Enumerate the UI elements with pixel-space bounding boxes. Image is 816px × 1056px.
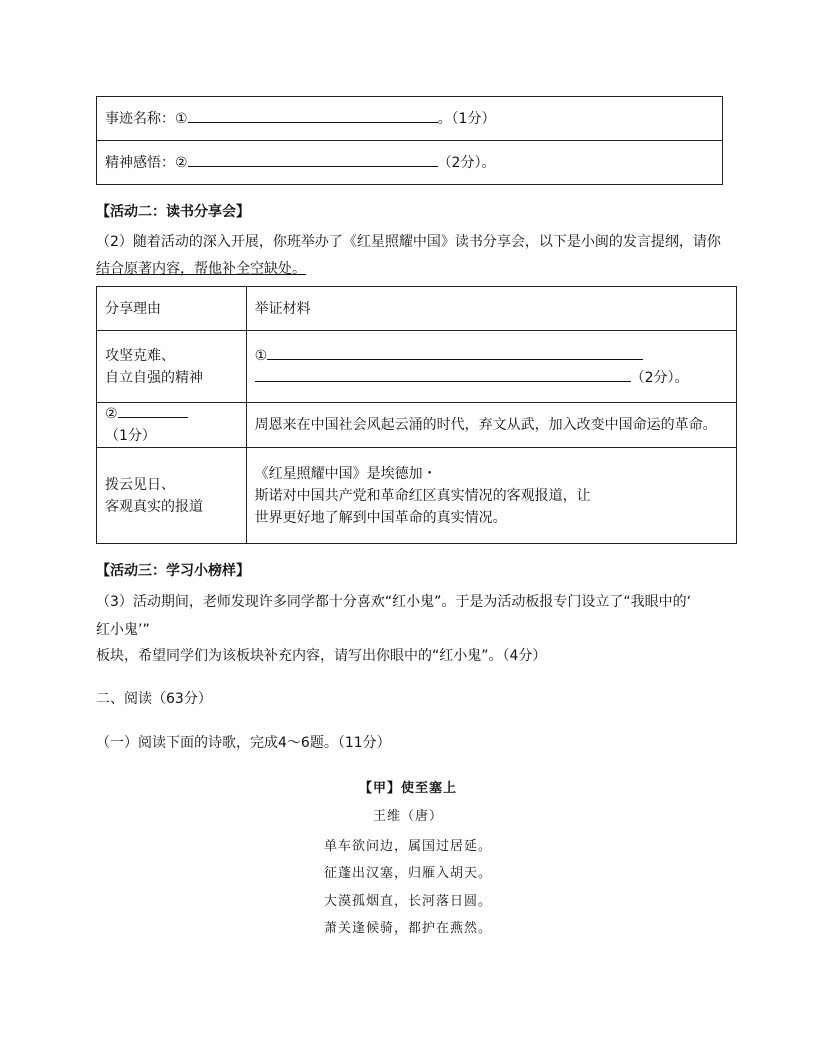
- sharing-row-3: [97, 448, 737, 544]
- section2-sub: （一）阅读下面的诗歌，完成4～6题。（11分）: [96, 735, 391, 751]
- activity3-line2: 红小鬼’”: [96, 622, 150, 638]
- row2-reason-suffix: （1分）: [105, 428, 156, 444]
- activity2-heading: 【活动二：读书分享会】: [96, 204, 250, 220]
- spirit-suffix: （2分）。: [437, 154, 496, 171]
- row1-evidence-suffix: （2分）。: [630, 369, 689, 386]
- row3-evidence-line1: 《红星照耀中国》是埃德加・: [254, 465, 437, 482]
- deed-table: [96, 96, 723, 185]
- poem-line: 萧关逢候骑，都护在燕然。: [323, 921, 492, 936]
- row2-evidence: 周恩来在中国社会风起云涌的时代，弃文从武，加入改变中国命运的革命。: [246, 403, 736, 448]
- row1-evidence: [246, 331, 736, 403]
- poem-line: 大漠孤烟直，长河落日圆。: [323, 894, 492, 909]
- poem-line: 单车欲问边，属国过居延。: [323, 839, 492, 854]
- row3-reason: [97, 448, 247, 544]
- row1-evidence-blank-2[interactable]: [255, 367, 631, 382]
- sharing-table: [96, 286, 737, 544]
- row3-reason-line1: 拨云见日、: [105, 476, 175, 493]
- poem-line: 征蓬出汉塞，归雁入胡天。: [323, 866, 492, 881]
- row1-evidence-mark: ①: [254, 347, 268, 364]
- deed-name-suffix: 。（1分）: [437, 110, 496, 127]
- deed-name-label: 事迹名称：①: [105, 110, 188, 127]
- row2-reason: [97, 403, 247, 448]
- poem-title: 【甲】使至塞上: [358, 781, 457, 796]
- spirit-label: 精神感悟：②: [105, 154, 188, 171]
- deed-name-blank[interactable]: [188, 108, 438, 123]
- sharing-row-2: [97, 403, 737, 448]
- activity2-question-line2: 结合原著内容，帮他补全空缺处。: [96, 261, 306, 277]
- spirit-row: [97, 141, 723, 185]
- deed-name-cell: [97, 97, 723, 141]
- row3-evidence-line2: 斯诺对中国共产党和革命红区真实情况的客观报道，让: [254, 487, 591, 504]
- section2-title: 二、阅读（63分）: [96, 691, 212, 707]
- spirit-cell: [97, 141, 723, 185]
- poem-author: 王维（唐）: [372, 809, 443, 824]
- row1-reason-line1: 攻坚克难、: [105, 347, 175, 364]
- spirit-blank[interactable]: [188, 152, 438, 167]
- activity3-line3: 板块，希望同学们为该板块补充内容，请写出你眼中的“红小鬼”。（4分）: [96, 648, 547, 664]
- header-evidence: 举证材料: [246, 287, 736, 331]
- row1-evidence-blank-1[interactable]: [267, 345, 643, 360]
- row1-reason-line2: 自立自强的精神: [105, 369, 203, 386]
- row1-reason: [97, 331, 247, 403]
- row3-evidence: [246, 448, 736, 544]
- activity2-question-line1: （2）随着活动的深入开展，你班举办了《红星照耀中国》读书分享会，以下是小闽的发言提纲，请你: [96, 234, 721, 250]
- deed-name-row: [97, 97, 723, 141]
- sharing-row-1: [97, 331, 737, 403]
- header-reason: 分享理由: [97, 287, 247, 331]
- row2-reason-blank[interactable]: [118, 403, 188, 418]
- row3-reason-line2: 客观真实的报道: [105, 498, 203, 515]
- row3-evidence-line3: 世界更好地了解到中国革命的真实情况。: [254, 509, 507, 526]
- activity3-line1: （3）活动期间，老师发现许多同学都十分喜欢“红小鬼”。于是为活动板报专门设立了“我眼中的‘: [96, 594, 692, 610]
- activity3-heading: 【活动三：学习小榜样】: [96, 563, 250, 579]
- sharing-header-row: [97, 287, 737, 331]
- row2-reason-mark: ②: [105, 406, 118, 422]
